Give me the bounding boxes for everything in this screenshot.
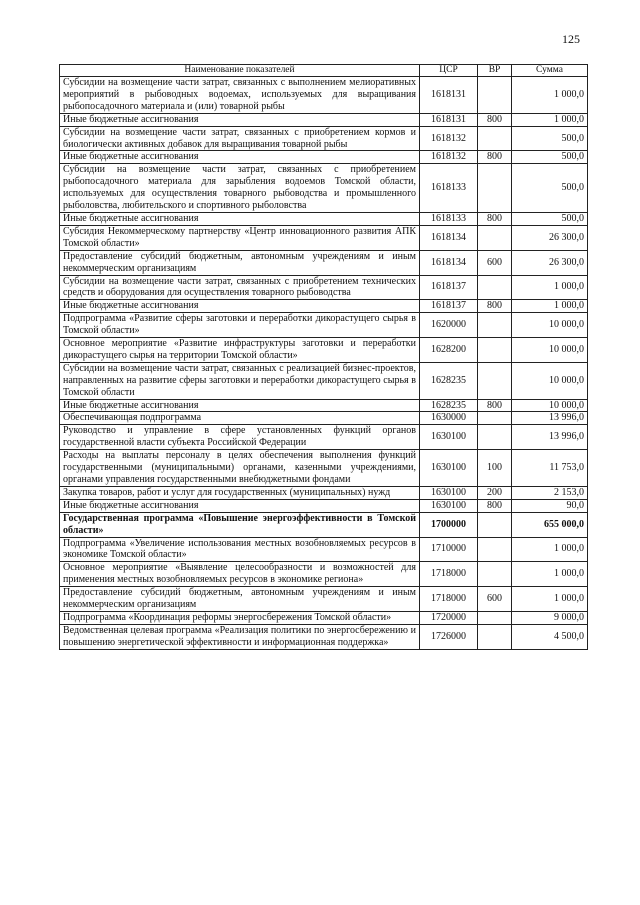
row-vr-cell [478,562,512,587]
row-csr-cell: 1630100 [420,486,478,499]
row-csr-cell: 1720000 [420,611,478,624]
table-row [60,151,588,164]
table-row [60,499,588,512]
row-csr-cell: 1618132 [420,151,478,164]
table-row [60,537,588,562]
row-sum-cell: 9 000,0 [512,611,588,624]
column-header-sum: Сумма [512,65,588,77]
row-name-cell: Предоставление субсидий бюджетным, автономным учреждениям и иным некоммерческим организациям [60,587,420,612]
row-sum-cell: 10 000,0 [512,362,588,399]
row-csr-cell: 1710000 [420,537,478,562]
row-csr-cell: 1618132 [420,126,478,151]
table-row [60,399,588,412]
row-name-cell: Основное мероприятие «Развитие инфраструктуры заготовки и переработки дикорастущего сырья на территории Томской области» [60,338,420,363]
row-name-cell: Субсидии на возмещение части затрат, связанных с выполнением мелиоративных мероприятий в рыбоводных водоемах, используемых для выращивания рыбопосадочного материала и (или) товарной рыбы [60,77,420,114]
row-name-cell: Субсидии на возмещение части затрат, связанных с приобретением технических средств и оборудования для осуществления товарного рыбоводства [60,275,420,300]
row-sum-cell: 4 500,0 [512,624,588,649]
row-sum-cell: 90,0 [512,499,588,512]
row-sum-cell: 500,0 [512,151,588,164]
row-sum-cell: 26 300,0 [512,250,588,275]
row-vr-cell: 800 [478,113,512,126]
row-vr-cell [478,126,512,151]
row-sum-cell: 1 000,0 [512,562,588,587]
row-vr-cell: 800 [478,300,512,313]
row-sum-cell: 655 000,0 [512,512,588,537]
column-header-csr: ЦСР [420,65,478,77]
row-name-cell: Субсидии на возмещение части затрат, связанных с приобретением кормов и биологически активных добавок для выращивания товарной рыбы [60,126,420,151]
row-vr-cell [478,225,512,250]
table-body [60,77,588,650]
row-csr-cell: 1618137 [420,275,478,300]
row-csr-cell: 1630100 [420,450,478,487]
row-name-cell: Закупка товаров, работ и услуг для государственных (муниципальных) нужд [60,486,420,499]
table-row [60,450,588,487]
row-csr-cell: 1718000 [420,562,478,587]
row-name-cell: Субсидии на возмещение части затрат, связанных с реализацией бизнес-проектов, направленных на развитие сферы заготовки и переработки дикорастущего сырья в Томской области [60,362,420,399]
table-row [60,126,588,151]
row-sum-cell: 1 000,0 [512,113,588,126]
row-sum-cell: 500,0 [512,212,588,225]
row-sum-cell: 1 000,0 [512,587,588,612]
row-sum-cell: 500,0 [512,164,588,213]
row-vr-cell: 800 [478,151,512,164]
row-sum-cell: 10 000,0 [512,399,588,412]
row-sum-cell: 10 000,0 [512,313,588,338]
row-name-cell: Подпрограмма «Увеличение использования местных возобновляемых ресурсов в экономике Томской области» [60,537,420,562]
row-name-cell: Подпрограмма «Координация реформы энергосбережения Томской области» [60,611,420,624]
table-row [60,412,588,425]
row-name-cell: Руководство и управление в сфере установленных функций органов государственной власти субъекта Российской Федерации [60,425,420,450]
row-vr-cell [478,338,512,363]
table-row [60,113,588,126]
table-row [60,313,588,338]
row-sum-cell: 1 000,0 [512,537,588,562]
row-csr-cell: 1630100 [420,499,478,512]
row-name-cell: Подпрограмма «Развитие сферы заготовки и переработки дикорастущего сырья в Томской области» [60,313,420,338]
row-vr-cell: 200 [478,486,512,499]
row-vr-cell: 600 [478,587,512,612]
table-row [60,164,588,213]
row-name-cell: Субсидии на возмещение части затрат, связанных с приобретением рыбопосадочного материала для зарыбления водоемов Томской области, используемых для осуществления товарного рыбоводства и промышленного рыболовства, любительского и спортивного рыболовства [60,164,420,213]
row-sum-cell: 2 153,0 [512,486,588,499]
row-name-cell: Расходы на выплаты персоналу в целях обеспечения выполнения функций государственными (муниципальными) органами, казенными учреждениями, органами управления государственными внебюджетными фондами [60,450,420,487]
row-vr-cell: 800 [478,212,512,225]
row-name-cell: Субсидия Некоммерческому партнерству «Центр инновационного развития АПК Томской области» [60,225,420,250]
row-vr-cell [478,164,512,213]
row-csr-cell: 1628235 [420,399,478,412]
row-sum-cell: 26 300,0 [512,225,588,250]
table-row [60,611,588,624]
row-csr-cell: 1726000 [420,624,478,649]
row-name-cell: Ведомственная целевая программа «Реализация политики по энергосбережению и повышению энергетической эффективности и информационная поддержка» [60,624,420,649]
row-vr-cell [478,77,512,114]
table-row [60,77,588,114]
column-header-name: Наименование показателей [60,65,420,77]
row-vr-cell [478,537,512,562]
row-vr-cell [478,412,512,425]
row-name-cell: Иные бюджетные ассигнования [60,113,420,126]
row-csr-cell: 1718000 [420,587,478,612]
row-name-cell: Предоставление субсидий бюджетным, автономным учреждениям и иным некоммерческим организациям [60,250,420,275]
row-vr-cell [478,611,512,624]
row-vr-cell [478,313,512,338]
table-row [60,212,588,225]
table-row [60,362,588,399]
table-row [60,512,588,537]
budget-table [59,64,588,650]
table-header-row [60,65,588,77]
table-row [60,300,588,313]
row-name-cell: Иные бюджетные ассигнования [60,212,420,225]
row-name-cell: Иные бюджетные ассигнования [60,300,420,313]
row-csr-cell: 1618131 [420,77,478,114]
table-row [60,225,588,250]
table-row [60,250,588,275]
table-row [60,562,588,587]
row-csr-cell: 1628235 [420,362,478,399]
table-row [60,587,588,612]
row-name-cell: Основное мероприятие «Выявление целесообразности и возможностей для применения местных возобновляемых ресурсов в экономике региона» [60,562,420,587]
row-csr-cell: 1618131 [420,113,478,126]
column-header-vr: ВР [478,65,512,77]
row-csr-cell: 1630000 [420,412,478,425]
row-vr-cell: 100 [478,450,512,487]
table-row [60,425,588,450]
row-sum-cell: 13 996,0 [512,412,588,425]
row-csr-cell: 1618134 [420,250,478,275]
row-csr-cell: 1618133 [420,212,478,225]
row-name-cell: Иные бюджетные ассигнования [60,399,420,412]
row-name-cell: Государственная программа «Повышение энергоэффективности в Томской области» [60,512,420,537]
row-name-cell: Обеспечивающая подпрограмма [60,412,420,425]
table-row [60,275,588,300]
page-number: 125 [562,32,580,46]
row-csr-cell: 1618133 [420,164,478,213]
row-vr-cell: 800 [478,499,512,512]
row-vr-cell [478,512,512,537]
row-sum-cell: 500,0 [512,126,588,151]
row-csr-cell: 1628200 [420,338,478,363]
table-row [60,338,588,363]
row-csr-cell: 1618134 [420,225,478,250]
row-sum-cell: 1 000,0 [512,275,588,300]
row-csr-cell: 1620000 [420,313,478,338]
table-row [60,486,588,499]
row-vr-cell [478,624,512,649]
row-sum-cell: 1 000,0 [512,77,588,114]
row-vr-cell [478,275,512,300]
row-sum-cell: 1 000,0 [512,300,588,313]
row-sum-cell: 13 996,0 [512,425,588,450]
row-name-cell: Иные бюджетные ассигнования [60,151,420,164]
row-name-cell: Иные бюджетные ассигнования [60,499,420,512]
row-vr-cell: 600 [478,250,512,275]
row-sum-cell: 10 000,0 [512,338,588,363]
row-vr-cell: 800 [478,399,512,412]
row-vr-cell [478,425,512,450]
table-row [60,624,588,649]
row-csr-cell: 1630100 [420,425,478,450]
row-csr-cell: 1700000 [420,512,478,537]
row-vr-cell [478,362,512,399]
row-csr-cell: 1618137 [420,300,478,313]
row-sum-cell: 11 753,0 [512,450,588,487]
